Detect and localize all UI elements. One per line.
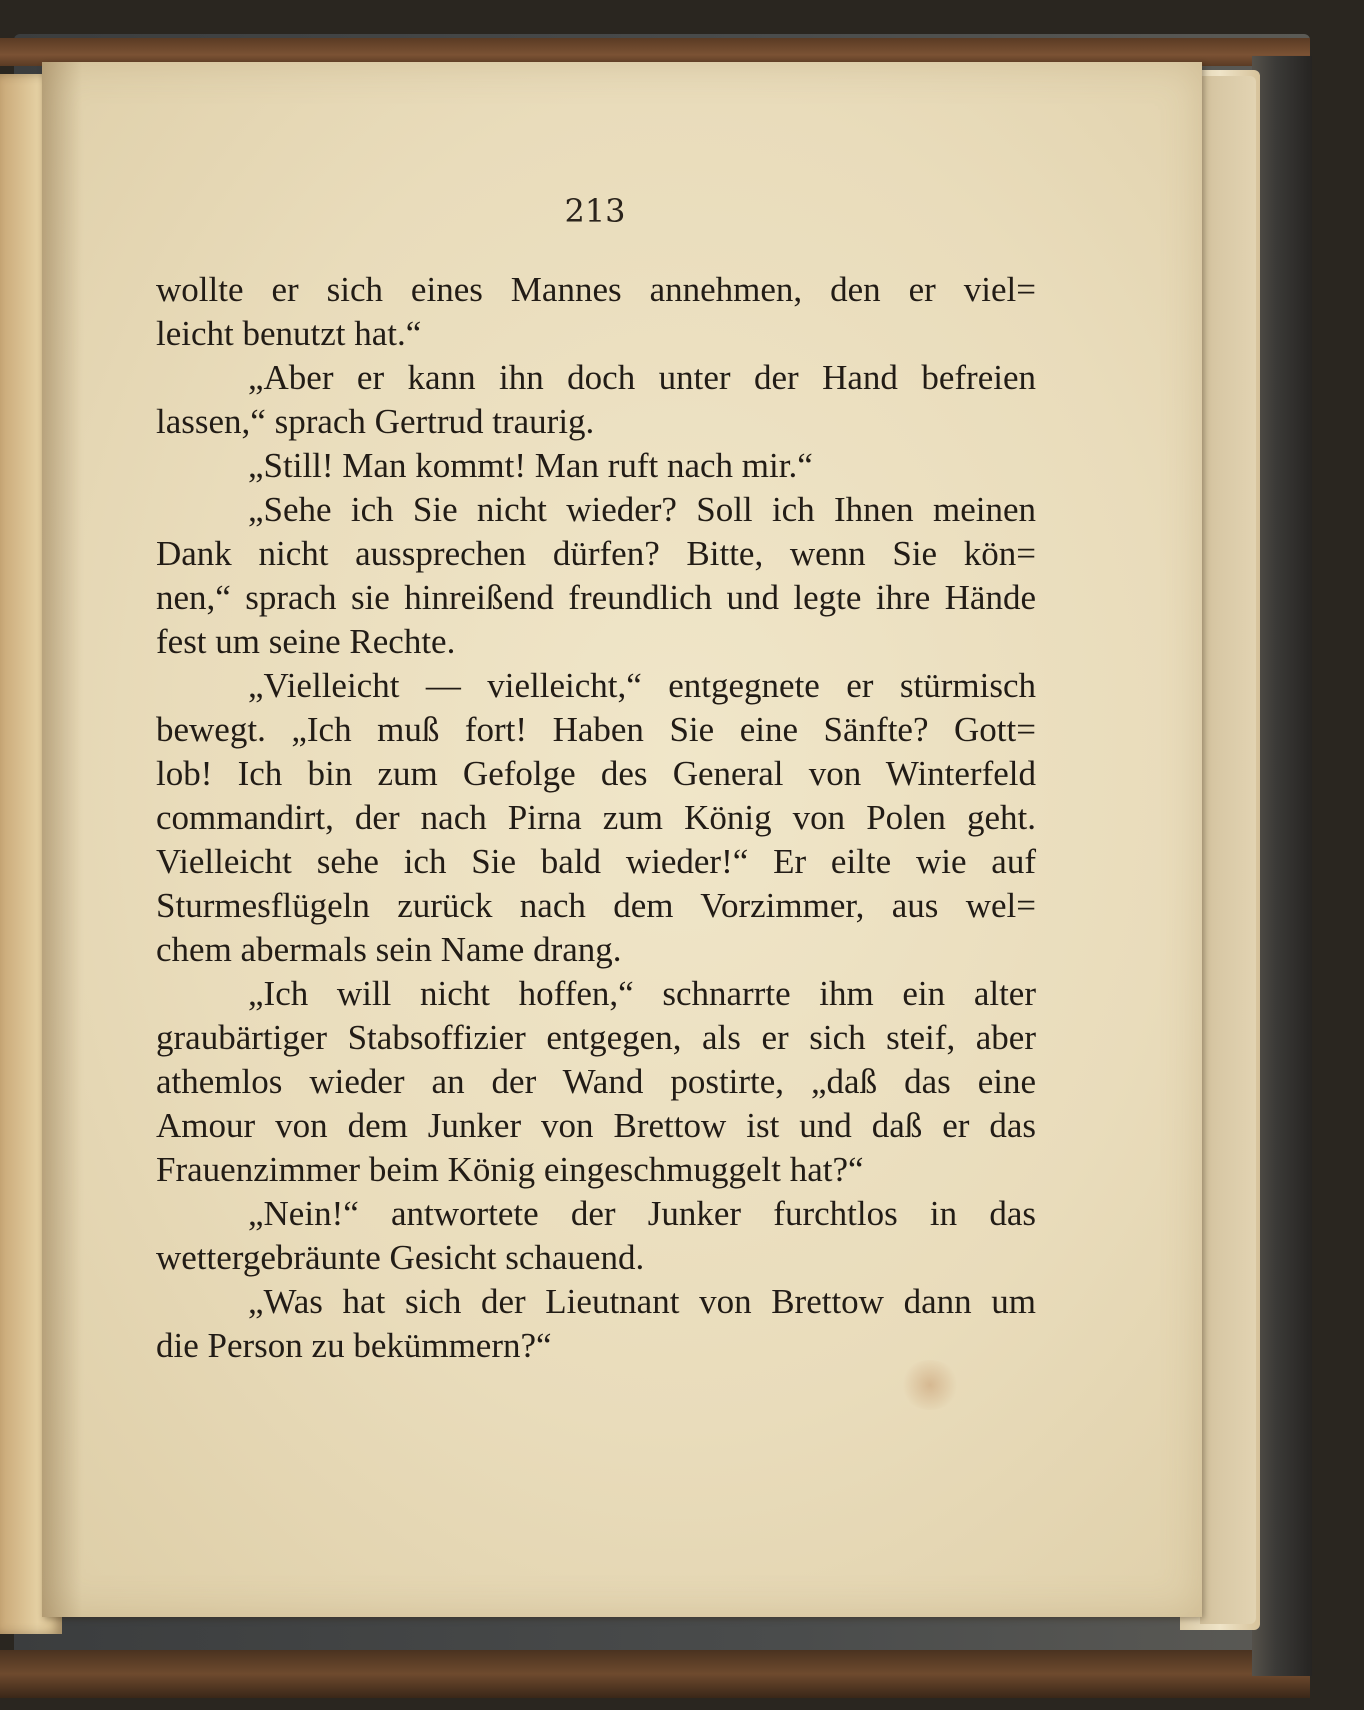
text-line: nen,“ sprach sie hinreißend freundlich und legte ihre Hände xyxy=(156,578,1036,617)
text-line: lassen,“ sprach Gertrud traurig. xyxy=(156,402,595,441)
text-line: Dank nicht aussprechen dürfen? Bitte, wenn Sie kön= xyxy=(156,534,1036,573)
text-line: „Vielleicht — vielleicht,“ entgegnete er stürmisch xyxy=(248,666,1036,705)
text-line: Sturmesflügeln zurück nach dem Vorzimmer, aus wel= xyxy=(156,886,1036,925)
text-line: bewegt. „Ich muß fort! Haben Sie eine Sänfte? Gott= xyxy=(156,710,1036,749)
text-line: athemlos wieder an der Wand postirte, „daß das eine xyxy=(156,1062,1036,1101)
text-line: Vielleicht sehe ich Sie bald wieder!“ Er eilte wie auf xyxy=(156,842,1036,881)
text-line: graubärtiger Stabsoffizier entgegen, als er sich steif, aber xyxy=(156,1018,1036,1057)
text-line: „Aber er kann ihn doch unter der Hand befreien xyxy=(248,358,1036,397)
text-line: „Nein!“ antwortete der Junker furchtlos in das xyxy=(248,1194,1036,1233)
text-line: wettergebräunte Gesicht schauend. xyxy=(156,1238,645,1277)
page-text xyxy=(156,268,1036,1368)
text-line: „Still! Man kommt! Man ruft nach mir.“ xyxy=(248,446,813,485)
text-line: „Sehe ich Sie nicht wieder? Soll ich Ihnen meinen xyxy=(248,490,1036,529)
text-line: fest um seine Rechte. xyxy=(156,622,456,661)
text-line: „Was hat sich der Lieutnant von Brettow dann um xyxy=(248,1282,1036,1321)
page-number: 213 xyxy=(564,192,626,230)
text-line: Amour von dem Junker von Brettow ist und daß er das xyxy=(156,1106,1036,1145)
text-line: leicht benutzt hat.“ xyxy=(156,314,422,353)
text-line: Frauenzimmer beim König eingeschmuggelt hat?“ xyxy=(156,1150,864,1189)
page-stack-edge-inner xyxy=(1200,76,1256,1624)
text-line: die Person zu bekümmern?“ xyxy=(156,1326,552,1365)
text-line: „Ich will nicht hoffen,“ schnarrte ihm ein alter xyxy=(248,974,1036,1013)
cover-edge-right xyxy=(1252,56,1312,1676)
text-line: lob! Ich bin zum Gefolge des General von Winterfeld xyxy=(156,754,1036,793)
text-line: chem abermals sein Name drang. xyxy=(156,930,622,969)
text-line: wollte er sich eines Mannes annehmen, den er viel= xyxy=(156,270,1036,309)
text-line: commandirt, der nach Pirna zum König von Polen geht. xyxy=(156,798,1036,837)
gutter-shadow xyxy=(42,62,82,1617)
cover-edge-bottom xyxy=(0,1650,1310,1698)
